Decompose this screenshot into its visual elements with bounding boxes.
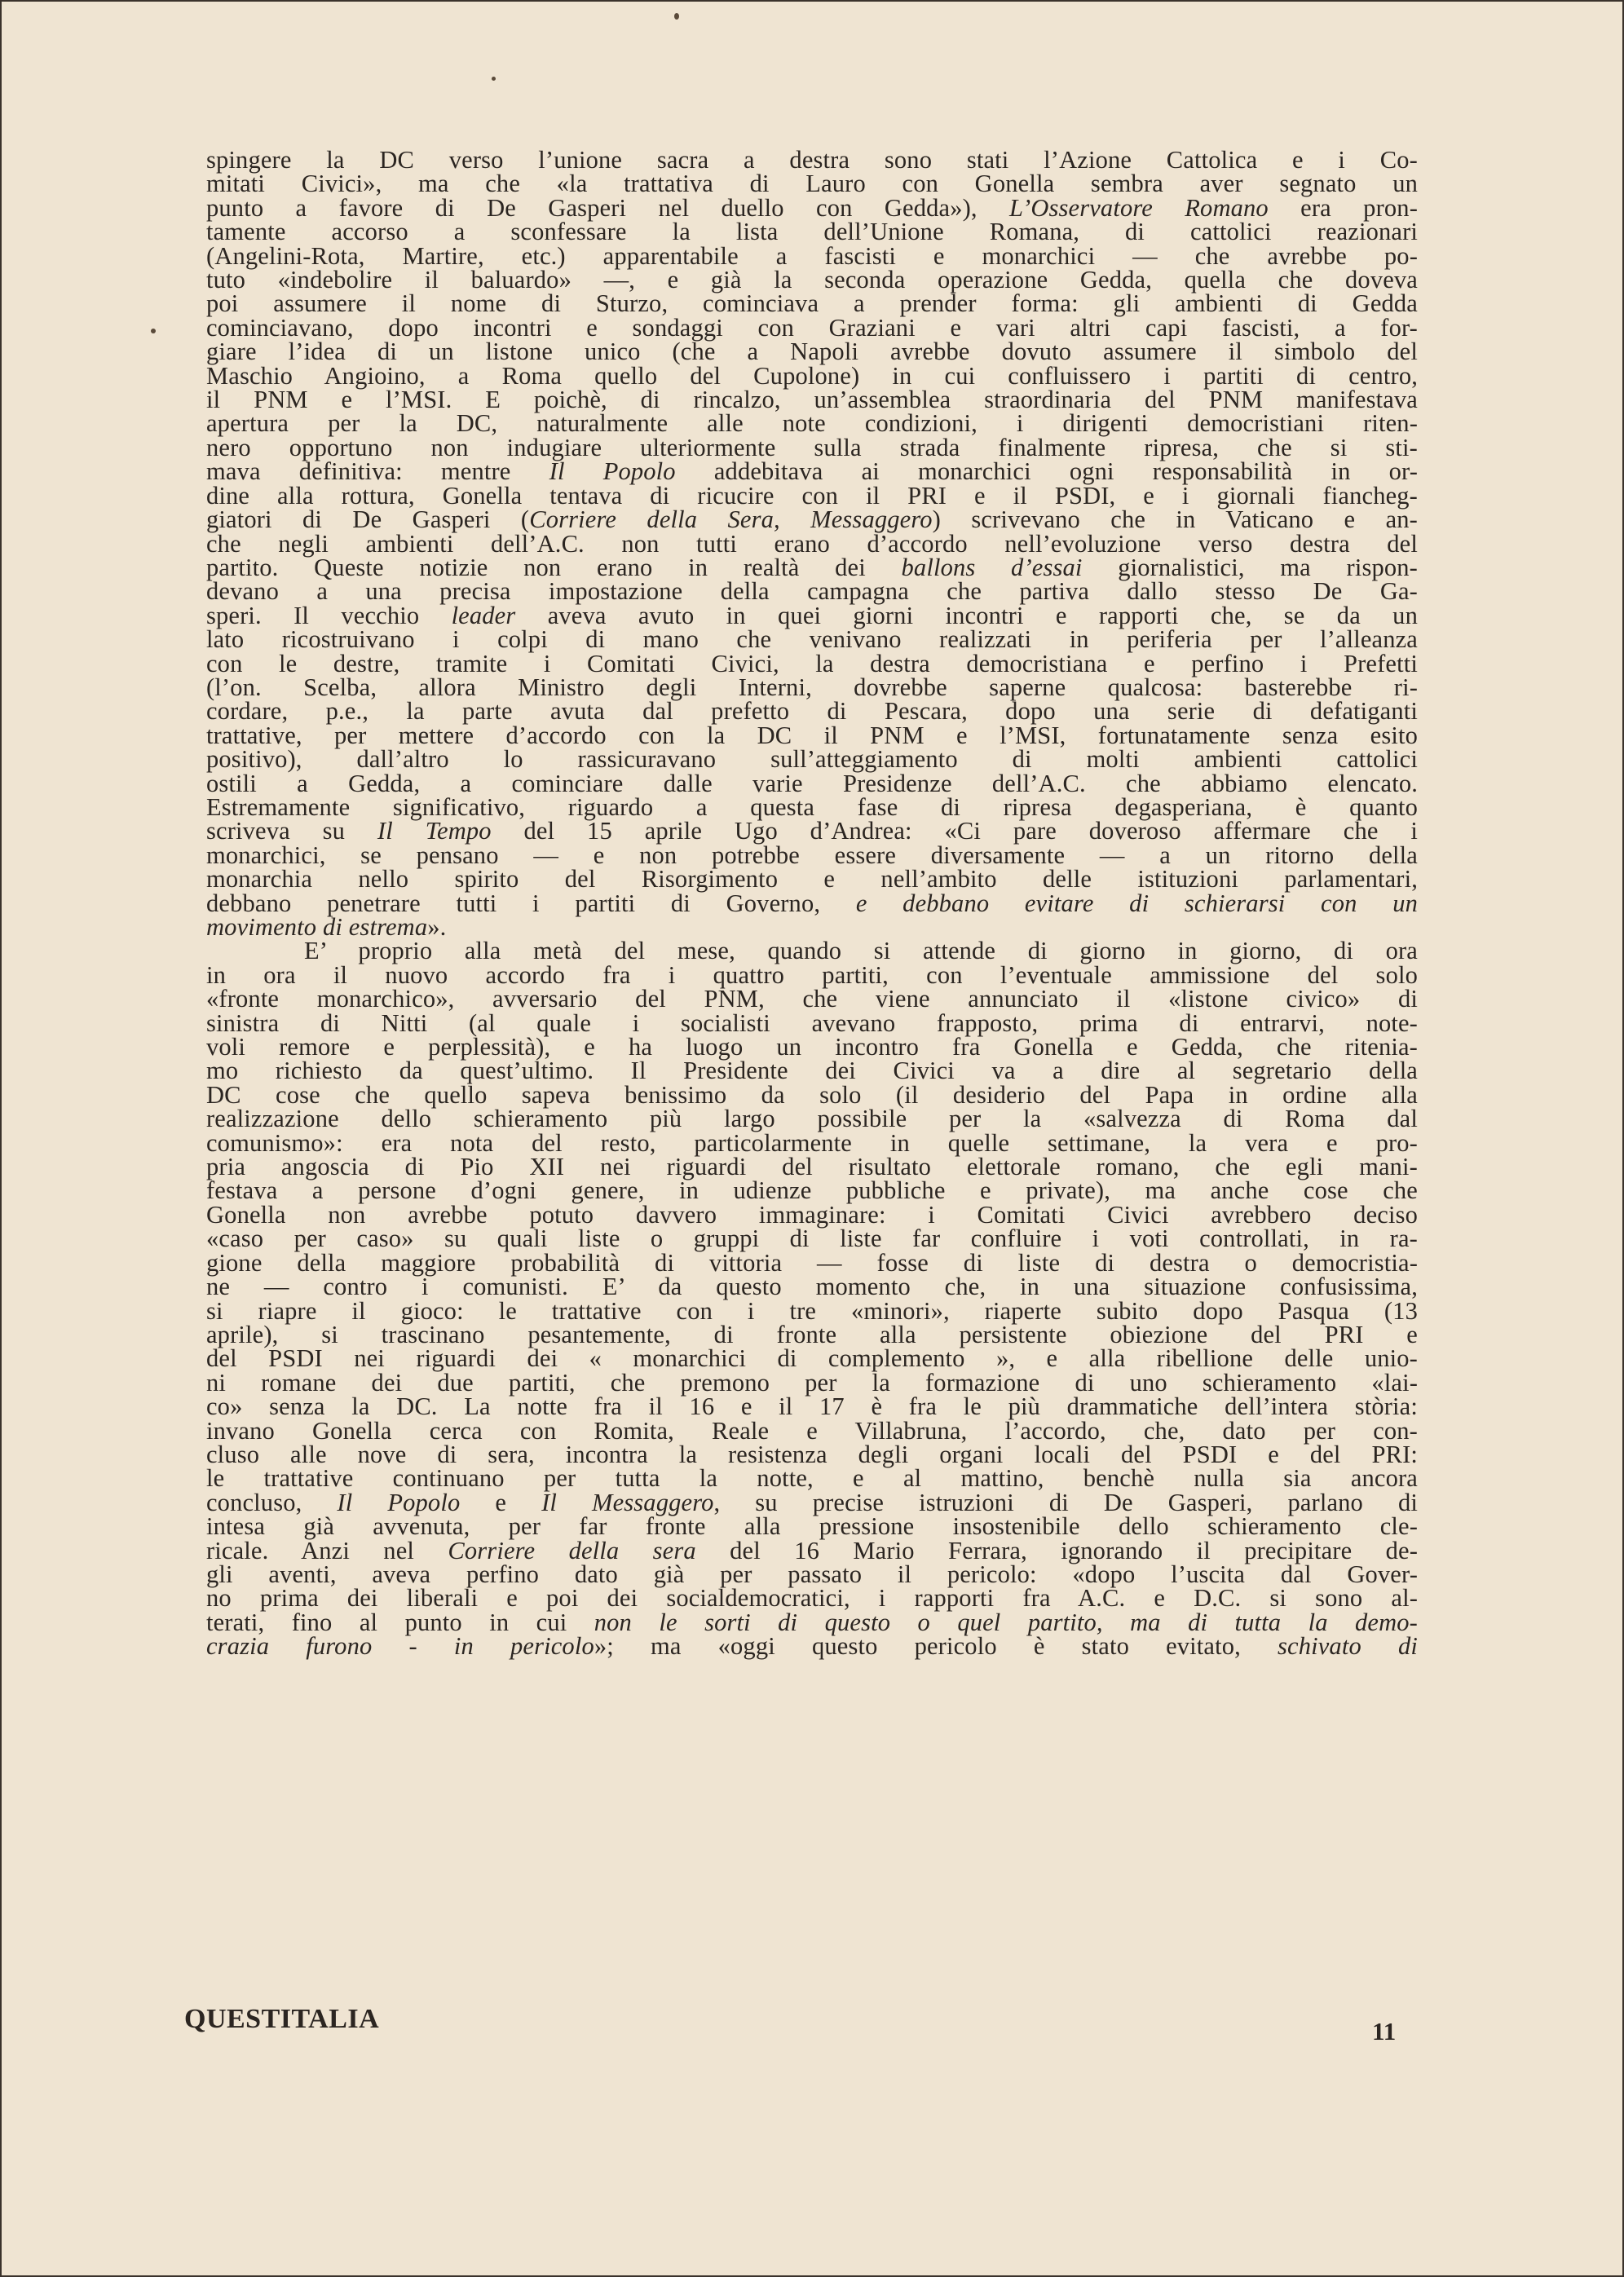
text-line: speri. Il vecchio leader aveva avuto in quei giorni incontri e rapporti che, se da un — [206, 601, 1418, 629]
text-line: il PNM e l’MSI. E poichè, di rincalzo, un’assemblea straordinaria del PNM manifestava — [206, 386, 1418, 414]
text-line: co» senza la DC. La notte fra il 16 e il 17 è fra le più drammatiche dell’intera stòria: — [206, 1392, 1418, 1421]
text-line: monarchici, se pensano — e non potrebbe essere diversamente — a un ritorno della — [206, 841, 1418, 869]
text-line: intesa già avvenuta, per far fronte alla pressione insostenibile dello schieramento cle- — [206, 1512, 1418, 1541]
text-line: crazia furono - in pericolo»; ma «oggi questo pericolo è stato evitato, schivato di — [206, 1632, 1418, 1661]
text-line: che negli ambienti dell’A.C. non tutti erano d’accordo nell’evoluzione verso destra del — [206, 529, 1418, 558]
text-line: (Angelini-Rota, Martire, etc.) apparentabile a fascisti e monarchici — che avrebbe po- — [206, 241, 1418, 270]
text-line: invano Gonella cerca con Romita, Reale e Villabruna, l’accordo, che, dato per con- — [206, 1416, 1418, 1445]
text-line: ostili a Gedda, a cominciare dalle varie Presidenze dell’A.C. che abbiamo elencato. — [206, 769, 1418, 797]
text-line: sinistra di Nitti (al quale i socialisti avevano frapposto, prima di entrarvi, note- — [206, 1008, 1418, 1037]
page-number: 11 — [1372, 2017, 1397, 2045]
text-line: no prima dei liberali e poi dei socialdemocratici, i rapporti fra A.C. e D.C. si sono al- — [206, 1584, 1418, 1613]
text-line: cordare, p.e., la parte avuta dal prefetto di Pescara, dopo una serie di defatiganti — [206, 697, 1418, 726]
ink-speck — [151, 329, 156, 333]
text-line: comunismo»: era nota del resto, particolarmente in quelle settimane, la vera e pro- — [206, 1128, 1418, 1157]
article-body — [206, 148, 1418, 1659]
text-line: scriveva su Il Tempo del 15 aprile Ugo d’Andrea: «Ci pare doveroso affermare che i — [206, 817, 1418, 845]
text-line: con le destre, tramite i Comitati Civici, la destra democristiana e perfino i Prefetti — [206, 649, 1418, 677]
ink-speck — [674, 13, 679, 20]
text-line: in ora il nuovo accordo fra i quattro partiti, con l’eventuale ammissione del solo — [206, 960, 1418, 989]
text-line: debbano penetrare tutti i partiti di Governo, e debbano evitare di schierarsi con un — [206, 889, 1418, 917]
text-line: partito. Queste notizie non erano in realtà dei ballons d’essai giornalistici, ma rispon- — [206, 553, 1418, 581]
text-line: giatori di De Gasperi (Corriere della Sera, Messaggero) scrivevano che in Vaticano e an- — [206, 505, 1418, 534]
text-line: tamente accorso a sconfessare la lista dell’Unione Romana, di cattolici reazionari — [206, 218, 1418, 246]
text-line: concluso, Il Popolo e Il Messaggero, su precise istruzioni di De Gasperi, parlano di — [206, 1488, 1418, 1516]
text-line: gione della maggiore probabilità di vittoria — fosse di liste di destra o democristia- — [206, 1248, 1418, 1277]
text-line: Gonella non avrebbe potuto davvero immaginare: i Comitati Civici avrebbero deciso — [206, 1200, 1418, 1229]
text-line: ne — contro i comunisti. E’ da questo momento che, in una situazione confusissima, — [206, 1273, 1418, 1301]
publication-name: QUESTITALIA — [184, 2004, 380, 2034]
text-line: ni romane dei due partiti, che premono per la formazione di uno schieramento «lai- — [206, 1368, 1418, 1397]
text-line: lato ricostruivano i colpi di mano che venivano realizzati in periferia per l’alleanza — [206, 625, 1418, 654]
text-line: «fronte monarchico», avversario del PNM, che viene annunciato il «listone civico» di — [206, 985, 1418, 1013]
text-line: positivo), dall’altro lo rassicuravano sull’atteggiamento di molti ambienti cattolici — [206, 745, 1418, 774]
text-line: pria angoscia di Pio XII nei riguardi del risultato elettorale romano, che egli mani- — [206, 1153, 1418, 1181]
text-line: voli remore e perplessità), e ha luogo un incontro fra Gonella e Gedda, che ritenia- — [206, 1033, 1418, 1061]
text-line: mitati Civici», ma che «la trattativa di Lauro con Gonella sembra aver segnato un — [206, 170, 1418, 198]
text-line: (l’on. Scelba, allora Ministro degli Interni, dovrebbe saperne qualcosa: basterebbe ri- — [206, 673, 1418, 701]
text-line: Maschio Angioino, a Roma quello del Cupolone) in cui confluissero i partiti di centro, — [206, 361, 1418, 390]
text-line: dine alla rottura, Gonella tentava di ricucire con il PRI e il PSDI, e i giornali fiancheg- — [206, 481, 1418, 510]
text-line: mava definitiva: mentre Il Popolo addebitava ai monarchici ogni responsabilità in or- — [206, 457, 1419, 486]
text-line: cluso alle nove di sera, incontra la resistenza degli organi locali del PSDI e del PRI: — [206, 1440, 1418, 1468]
text-line: «caso per caso» su quali liste o gruppi di liste far confluire i voti controllati, in ra- — [206, 1225, 1418, 1253]
text-line: realizzazione dello schieramento più largo possibile per la «salvezza di Roma dal — [206, 1105, 1418, 1133]
text-line: trattative, per mettere d’accordo con la DC il PNM e l’MSI, fortunatamente senza esito — [206, 721, 1418, 749]
ink-speck — [492, 77, 496, 81]
text-line: si riapre il gioco: le trattative con i tre «minori», riaperte subito dopo Pasqua (13 — [206, 1296, 1418, 1325]
text-line: del PSDI nei riguardi dei « monarchici di complemento », e alla ribellione delle unio- — [206, 1344, 1418, 1373]
text-line: poi assumere il nome di Sturzo, cominciava a prender forma: gli ambienti di Gedda — [206, 289, 1418, 318]
text-line: movimento di estrema». — [206, 913, 447, 941]
text-line: nero opportuno non indugiare ulteriormente sulla strada finalmente ripresa, che si sti- — [206, 433, 1418, 461]
text-line: Estremamente significativo, riguardo a questa fase di ripresa degasperiana, è quanto — [206, 792, 1418, 821]
text-line: mo richiesto da quest’ultimo. Il Presidente dei Civici va a dire al segretario della — [206, 1057, 1418, 1085]
text-line: tuto «indebolire il baluardo» —, e già la seconda operazione Gedda, quella che doveva — [206, 266, 1418, 294]
text-line: E’ proprio alla metà del mese, quando si attende di giorno in giorno, di ora — [304, 937, 1418, 965]
text-line: festava a persone d’ogni genere, in udienze pubbliche e private), ma anche cose che — [206, 1176, 1418, 1205]
text-line: devano a una precisa impostazione della campagna che partiva dallo stesso De Ga- — [206, 577, 1418, 606]
text-line: apertura per la DC, naturalmente alle note condizioni, i dirigenti democristiani riten- — [206, 409, 1418, 438]
text-line: spingere la DC verso l’unione sacra a destra sono stati l’Azione Cattolica e i Co- — [206, 146, 1418, 174]
text-line: cominciavano, dopo incontri e sondaggi con Graziani e vari altri capi fascisti, a for- — [206, 313, 1418, 342]
text-line: monarchia nello spirito del Risorgimento e nell’ambito delle istituzioni parlamentari, — [206, 865, 1418, 894]
text-line: punto a favore di De Gasperi nel duello con Gedda»), L’Osservatore Romano era pron- — [206, 193, 1418, 222]
text-line: terati, fino al punto in cui non le sorti di questo o quel partito, ma di tutta la demo- — [206, 1608, 1418, 1636]
text-line: aprile), si trascinano pesantemente, di fronte alla persistente obiezione del PRI e — [206, 1320, 1418, 1348]
text-line: gli aventi, aveva perfino dato già per passato il pericolo: «dopo l’uscita dal Gover- — [206, 1560, 1418, 1588]
text-line: ricale. Anzi nel Corriere della sera del 16 Mario Ferrara, ignorando il precipitare de- — [206, 1536, 1419, 1564]
text-line: giare l’idea di un listone unico (che a Napoli avrebbe dovuto assumere il simbolo del — [206, 338, 1418, 366]
text-line: le trattative continuano per tutta la notte, e al mattino, benchè nulla sia ancora — [206, 1464, 1418, 1493]
text-line: DC cose che quello sapeva benissimo da solo (il desiderio del Papa in ordine alla — [206, 1080, 1418, 1109]
